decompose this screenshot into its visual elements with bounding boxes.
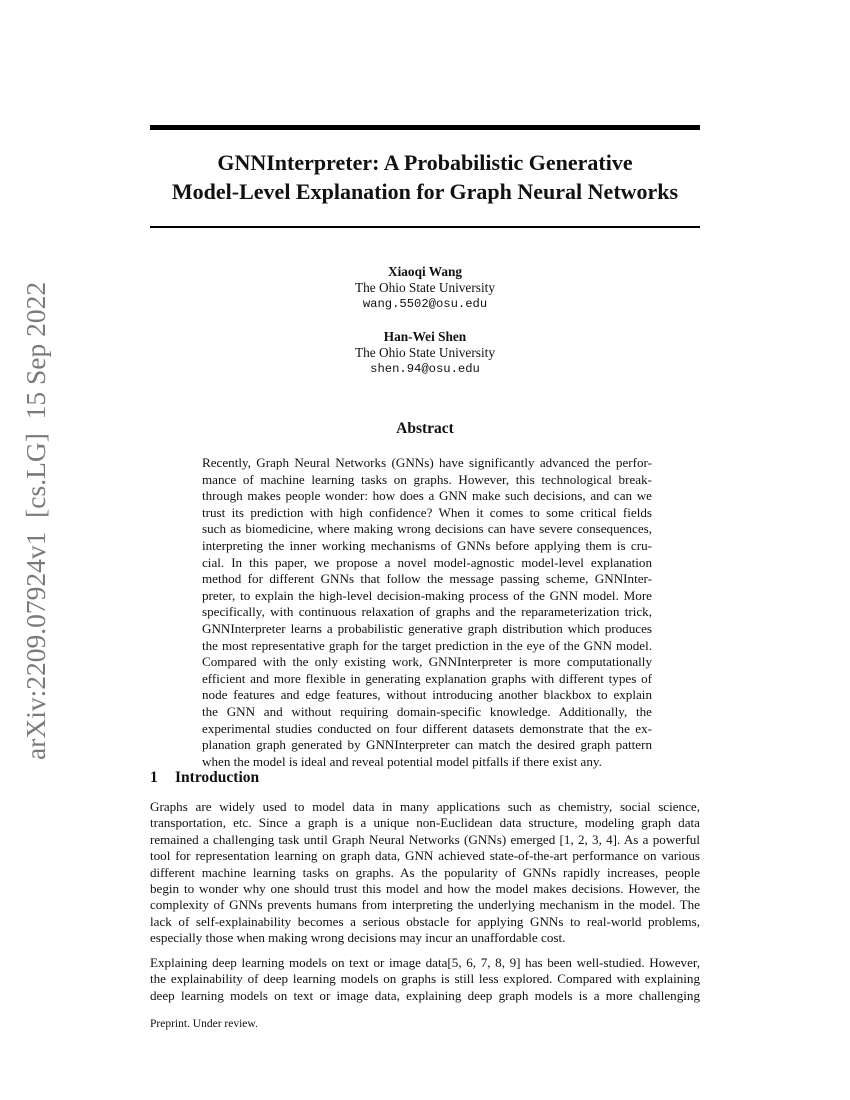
text-line: begin to wonder why one should trust this model and how the model makes decisions. However, the (150, 881, 700, 897)
author (150, 329, 700, 377)
paper-title (130, 148, 720, 206)
author-name: Xiaoqi Wang (387, 264, 463, 279)
text-line: GNNInterpreter learns a probabilistic generative graph distribution which produces (202, 620, 652, 636)
author-block (150, 264, 700, 394)
section-heading (150, 769, 259, 787)
text-line: complexity of GNNs prevents humans from interpreting the underlying mechanism in the model. The (150, 897, 700, 913)
text-line: the most representative graph for the target prediction in the eye of the GNN model. (202, 637, 652, 653)
text-line: experimental studies conducted on four different datasets demonstrate that the ex- (202, 720, 652, 736)
title-line: GNNInterpreter: A Probabilistic Generative (217, 150, 633, 175)
abstract-heading: Abstract (396, 420, 454, 437)
text-line: when the model is ideal and reveal potential model pitfalls if there exist any. (202, 753, 602, 769)
text-line: Recently, Graph Neural Networks (GNNs) have significantly advanced the perfor- (202, 455, 652, 470)
author-email: wang.5502@osu.edu (362, 297, 488, 311)
text-line: especially those when making wrong decisions may incur an unaffordable cost. (150, 930, 566, 946)
abstract-body (202, 455, 652, 770)
text-line: interpreting the inner working mechanisms of GNNs before applying them is cru- (202, 537, 652, 553)
text-line: node features and edge features, without introducing another blackbox to explain (202, 687, 652, 703)
text-line: planation graph generated by GNNInterpreter can match the desired graph pattern (202, 737, 652, 753)
author-affiliation: The Ohio State University (355, 280, 495, 295)
author-affiliation: The Ohio State University (355, 345, 495, 360)
text-line: remained a challenging task until Graph Neural Networks (GNNs) emerged [1, 2, 3, 4]. As a powerful (150, 831, 700, 847)
text-line: such as biomedicine, where making wrong decisions can have severe consequences, (202, 521, 652, 537)
section-number: 1 (150, 769, 158, 786)
text-line: tool for representation learning on graph data, GNN achieved state-of-the-art performance on various (150, 848, 700, 864)
text-line: cial. In this paper, we propose a novel model-agnostic model-level explanation (202, 554, 652, 570)
text-line: method for different GNNs that follow the message passing scheme, GNNInter- (202, 571, 652, 587)
text-line: trust its prediction with high confidence? When it comes to some critical fields (202, 504, 652, 520)
arxiv-identifier-stamp: arXiv:2209.07924v1 [cs.LG] 15 Sep 2022 (20, 281, 51, 760)
text-line: transportation, etc. Since a graph is a unique non-Euclidean data structure, modeling graph data (150, 815, 700, 831)
title-bottom-rule (150, 226, 700, 228)
text-line: the GNN and without requiring domain-specific knowledge. Additionally, the (202, 703, 652, 719)
text-line: different machine learning tasks on graphs. As the popularity of GNNs rapidly increases, people (150, 864, 700, 880)
text-line: mance of machine learning tasks on graphs. However, this technological break- (202, 471, 652, 487)
text-line: through makes people wonder: how does a GNN make such decisions, and can we (202, 488, 652, 504)
text-line: Graphs are widely used to model data in many applications such as chemistry, social science, (150, 799, 700, 814)
text-line: specifically, with continuous relaxation of graphs and the reparameterization trick, (202, 604, 652, 620)
footer-note: Preprint. Under review. (150, 1018, 258, 1030)
text-line: deep learning models on text or image data, explaining deep graph models is a more challenging (150, 987, 700, 1003)
author-name: Han-Wei Shen (383, 329, 467, 344)
text-line: lack of self-explainability becomes a serious obstacle for applying GNNs to real-world problems, (150, 913, 700, 929)
body-paragraph (150, 955, 700, 1004)
body-paragraph (150, 799, 700, 947)
title-line: Model-Level Explanation for Graph Neural Networks (171, 179, 679, 204)
text-line: Explaining deep learning models on text or image data[5, 6, 7, 8, 9] has been well-studied. However, (150, 955, 700, 970)
text-line: efficient and more flexible in generating explanation graphs with different types of (202, 670, 652, 686)
text-line: the explainability of deep learning models on graphs is still less explored. Compared with explaining (150, 971, 700, 987)
text-line: preter, to explain the high-level decision-making process of the GNN model. More (202, 587, 652, 603)
author (150, 264, 700, 312)
title-top-rule (150, 125, 700, 130)
section-title: Introduction (175, 769, 260, 786)
text-line: Compared with the only existing work, GNNInterpreter is more computationally (202, 654, 652, 670)
author-email: shen.94@osu.edu (370, 362, 480, 376)
